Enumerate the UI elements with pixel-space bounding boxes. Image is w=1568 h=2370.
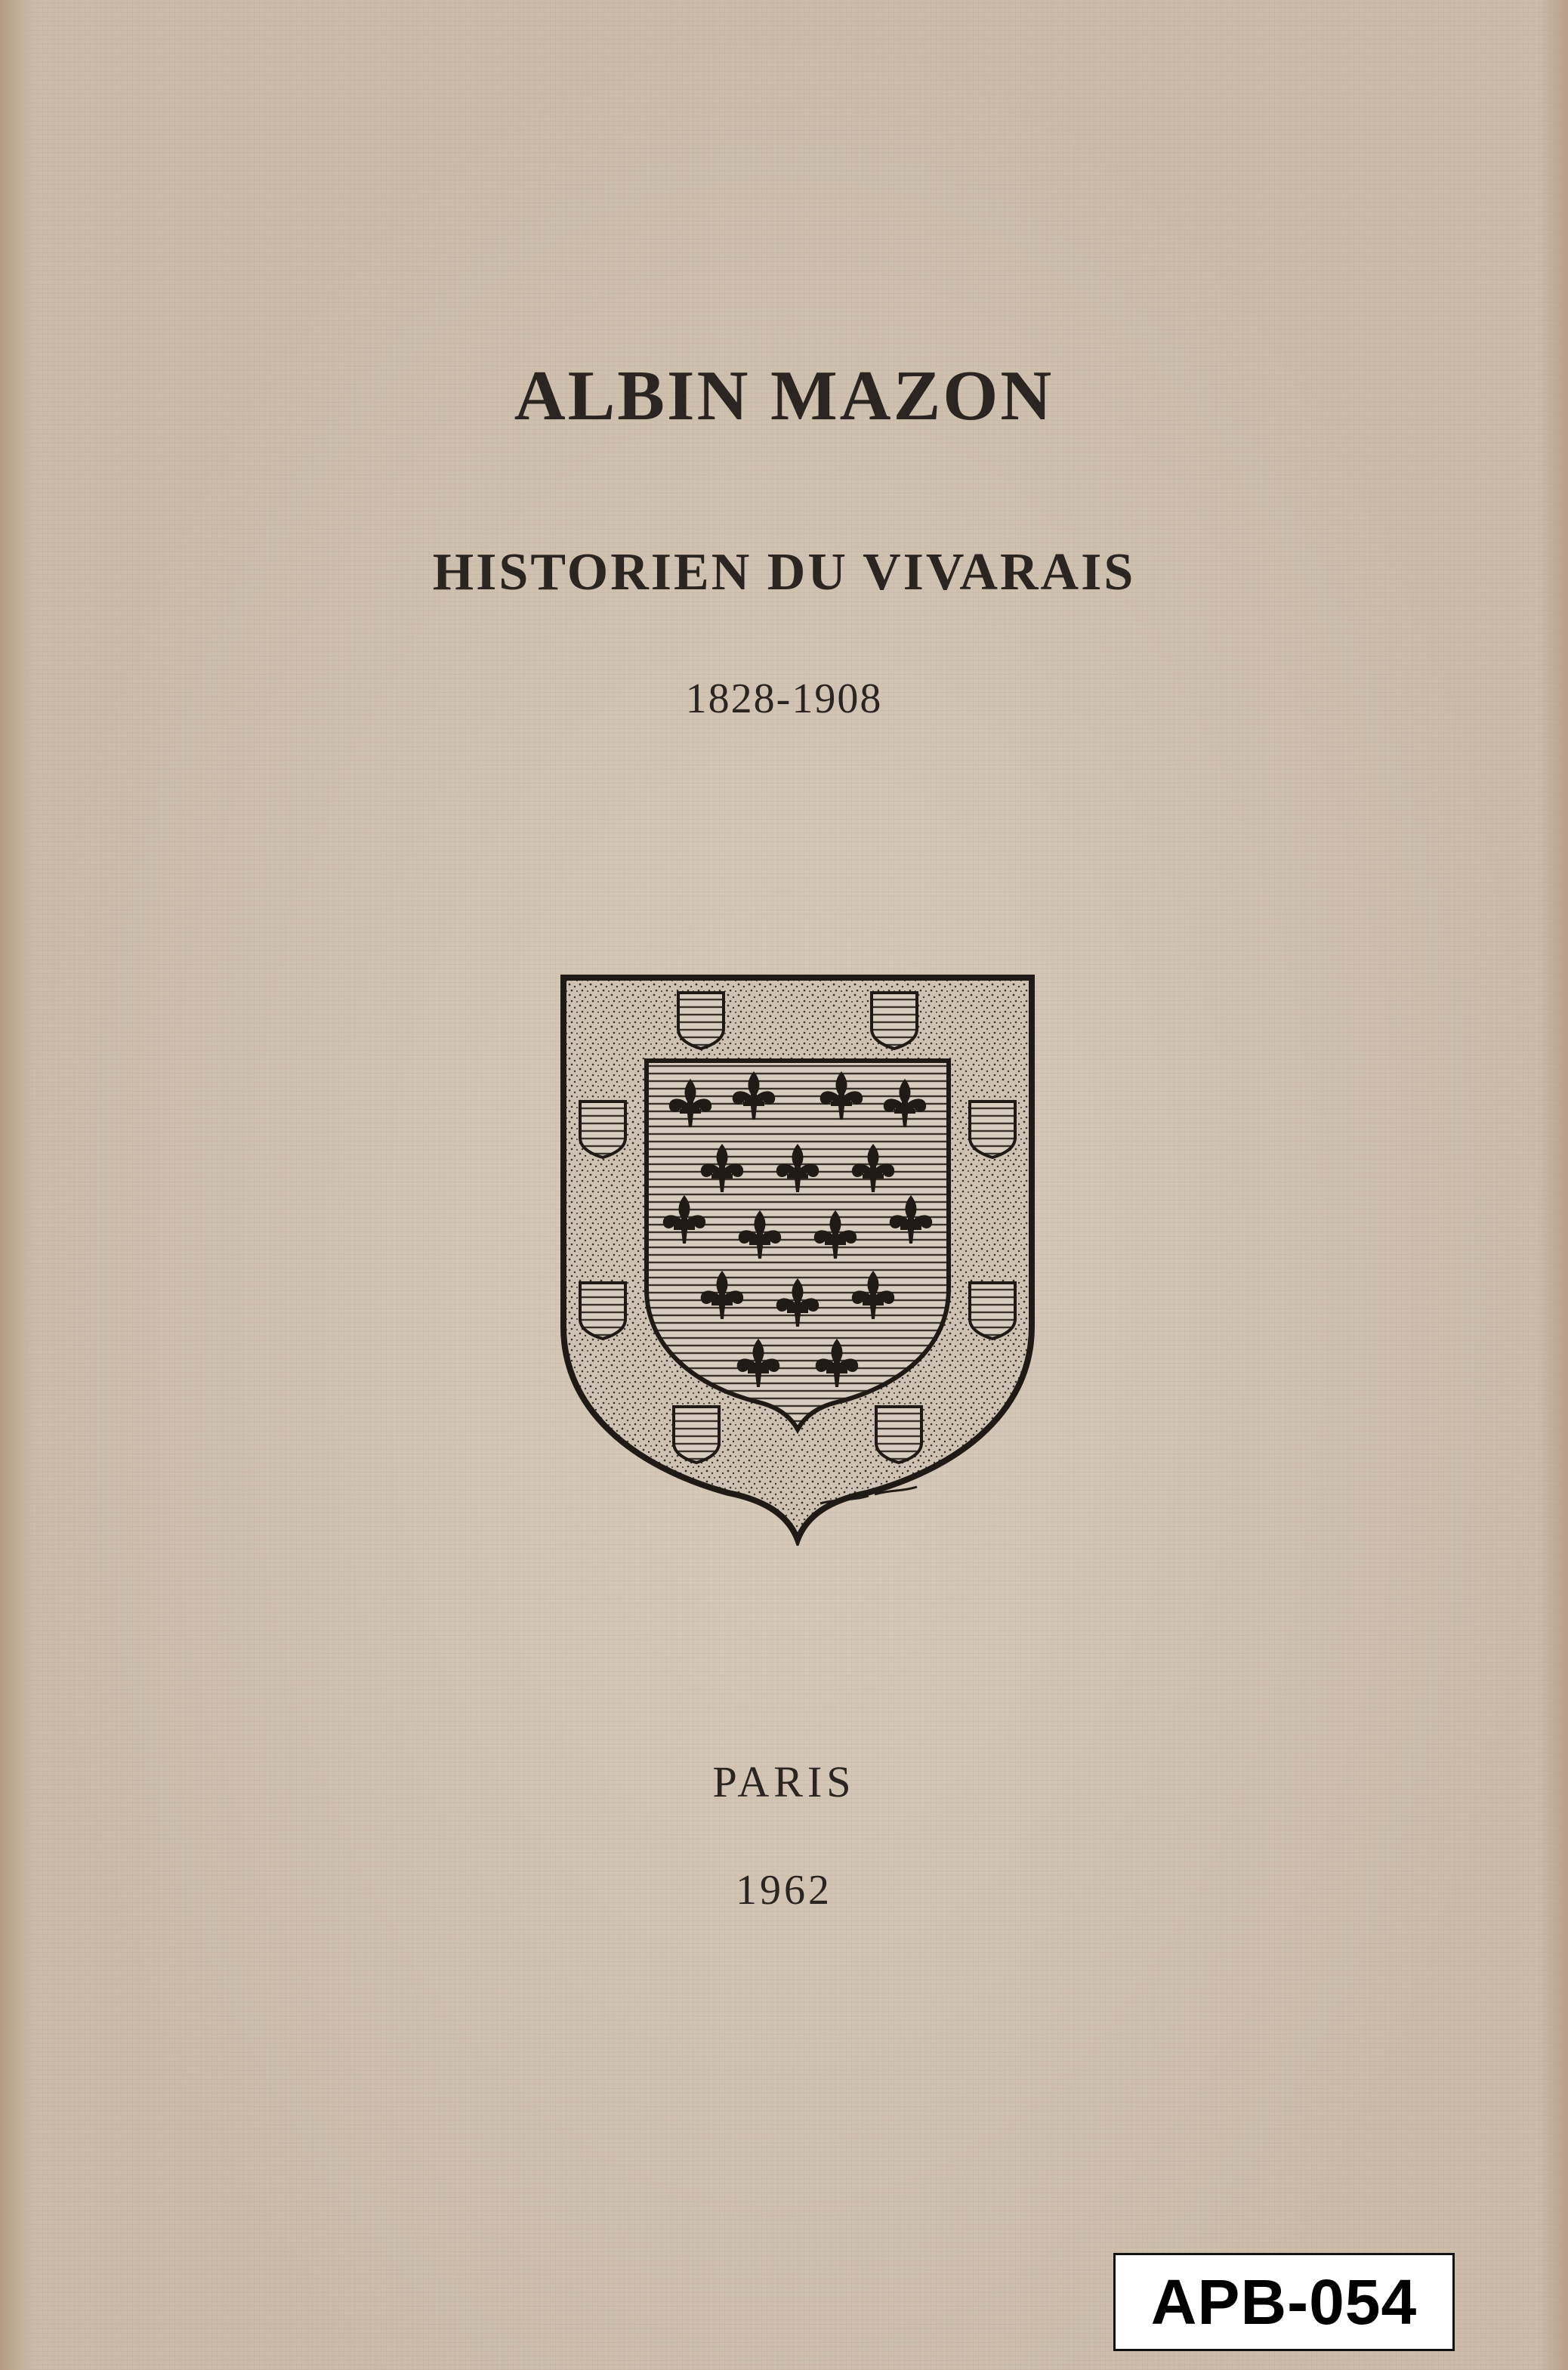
author-name: ALBIN MAZON: [514, 357, 1054, 435]
library-call-number-label: APB-054: [1113, 2253, 1455, 2351]
publication-year: 1962: [736, 1867, 832, 1914]
publication-place: PARIS: [712, 1757, 856, 1806]
book-subtitle: HISTORIEN DU VIVARAIS: [432, 543, 1136, 601]
life-dates: 1828-1908: [685, 675, 883, 722]
coat-of-arms-icon: [557, 972, 1038, 1546]
